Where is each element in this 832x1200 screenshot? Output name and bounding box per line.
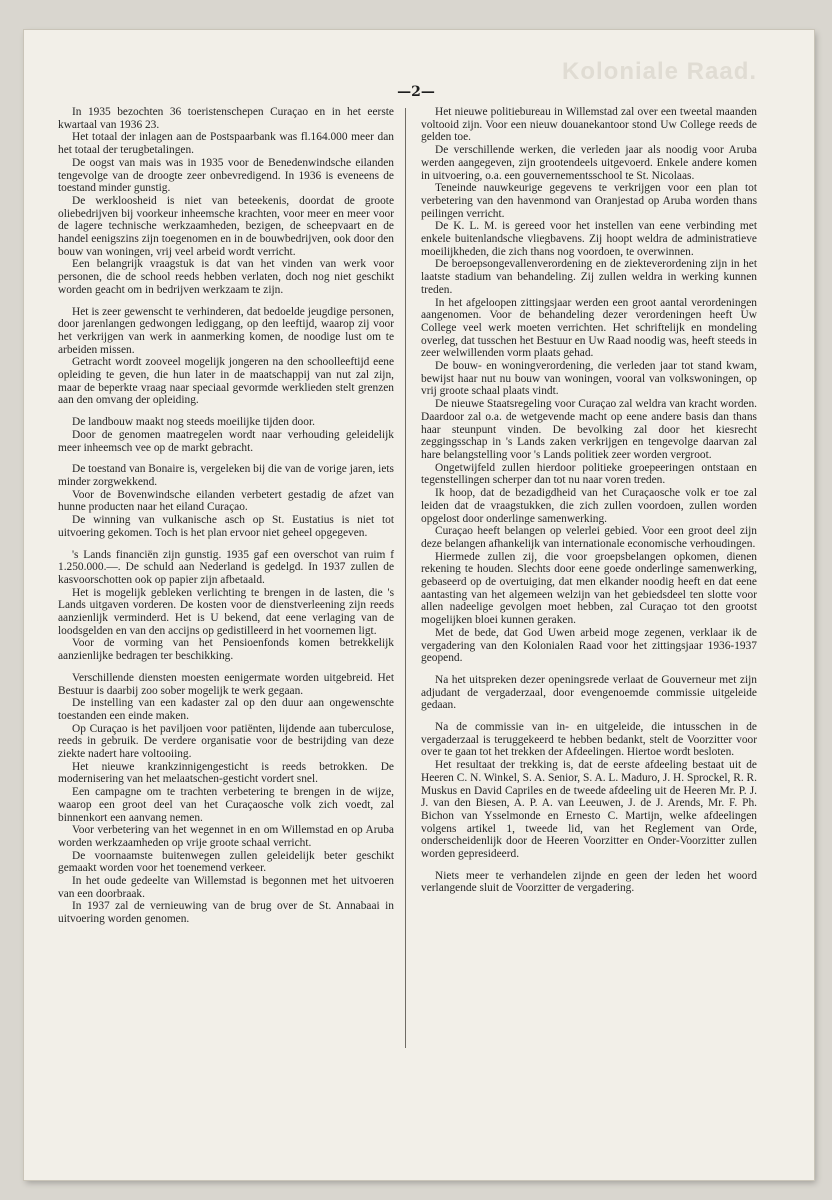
paragraph: In het afgeloopen zittingsjaar werden een groot aantal verordeningen aangenomen. Voor de behandeling dezer verordeningen heeft Uw College veel werk moeten verrichten. Het schriftelijk en mondeling overleg, dat tusschen het Bestuur en Uw Raad noodig was, heeft steeds in zeer welwillenden vorm plaats gehad. (421, 296, 757, 360)
paragraph: De beroepsongevallenverordening en de ziekteverordening zijn in het laatste stadium van behandeling. Zij zullen weldra in werking kunnen treden. (421, 258, 757, 296)
column-divider (405, 108, 406, 1048)
paragraph: Op Curaçao is het paviljoen voor patiënten, lijdende aan tuberculose, reeds in gebruik. De verdere organisatie voor de bestrijding van deze ziekte nadert hare voltooiing. (58, 722, 394, 761)
paragraph: In het oude gedeelte van Willemstad is begonnen met het uitvoeren van een doorbraak. (58, 875, 394, 900)
paragraph: Door de genomen maatregelen wordt naar verhouding geleidelijk meer inheemsch vee op de markt gebracht. (58, 428, 394, 454)
paragraph: De instelling van een kadaster zal op den duur aan ongewenschte toestanden een einde maken. (58, 697, 394, 722)
show-through-heading: Koloniale Raad. (562, 58, 758, 85)
paragraph: Het totaal der inlagen aan de Postspaarbank was fl.164.000 meer dan het totaal der terugbetalingen. (58, 131, 394, 157)
page-number: —2— (397, 84, 435, 100)
paragraph: Het is zeer gewenscht te verhinderen, dat bedoelde jeugdige personen, door jarenlangen gedwongen lediggang, op den leeftijd, waarop zij voor het verkrijgen van werk in aanmerking komen, de noodige lust om te arbeiden missen. (58, 305, 394, 356)
paragraph: Het nieuwe krankzinnigengesticht is reeds betrokken. De modernisering van het melaatschen-gesticht vordert snel. (58, 760, 394, 786)
paragraph: De werkloosheid is niet van beteekenis, doordat de groote oliebedrijven bij voorkeur inheemsche krachten, voor meer en meer voor de lagere technische werkzaamheden, bezigen, de scheepvaart en de handel eenigszins zijn toegenomen en in de bouwbedrijven, ook door den bouw van woningen, vrij veel arbeid wordt verricht. (58, 194, 394, 258)
paragraph: Het nieuwe politiebureau in Willemstad zal over een tweetal maanden voltooid zijn. Voor een nieuw douanekantoor stond Uw College reeds de gelden toe. (421, 106, 757, 144)
paragraph: Getracht wordt zooveel mogelijk jongeren na den schoolleeftijd eene opleiding te geven, die hun later in de maatschappij van nut zal zijn, maar de beperkte vraag naar speciaal gevormde werklieden stelt grenzen aan den omvang der opleiding. (58, 356, 394, 407)
paragraph: De bouw- en woningverordening, die verleden jaar tot stand kwam, bewijst haar nut nu bouw van woningen, vooral van volkswoningen, op vrij groote schaal plaats vindt. (421, 360, 757, 398)
paragraph: Voor de Bovenwindsche eilanden verbetert gestadig de afzet van hunne producten naar het eiland Curaçao. (58, 488, 394, 514)
paragraph: De voornaamste buitenwegen zullen geleidelijk beter geschikt gemaakt worden voor het toenemend verkeer. (58, 849, 394, 875)
paragraph: Een campagne om te trachten verbetering te brengen in de wijze, waarop een groot deel van het Curaçaosche volk zich voedt, zal binnenkort een aanvang nemen. (58, 786, 394, 824)
paragraph: Teneinde nauwkeurige gegevens te verkrijgen voor een plan tot verbetering van den havenmond van Oranjestad op Aruba worden thans peilingen verricht. (421, 182, 757, 220)
paragraph: In 1937 zal de vernieuwing van de brug over de St. Annabaai in uitvoering worden genomen. (58, 900, 394, 926)
paragraph: Voor verbetering van het wegennet in en om Willemstad en op Aruba worden werkzaamheden op vrije groote schaal verricht. (58, 824, 394, 849)
paragraph: De oogst van mais was in 1935 voor de Benedenwindsche eilanden tengevolge van de droogte zeer onbevredigend. In 1936 is eveneens de toestand minder gunstig. (58, 156, 394, 195)
paragraph: Ongetwijfeld zullen hierdoor politieke groepeeringen ontstaan en tegenstellingen scherper dan tot nu naar voren treden. (421, 461, 757, 487)
paragraph: Een belangrijk vraagstuk is dat van het vinden van werk voor personen, die de school reeds hebben verlaten, doch nog niet geschikt worden geacht om in bedrijven werkzaam te zijn. (58, 258, 394, 296)
paragraph: 's Lands financiën zijn gunstig. 1935 gaf een overschot van ruim f 1.250.000.—. De schuld aan Nederland is gedelgd. In 1937 zullen de kasvoorschotten ook op papier zijn afbetaald. (58, 548, 394, 586)
paragraph: Na de commissie van in- en uitgeleide, die intusschen in de vergaderzaal is teruggekeerd te hebben bedankt, stelt de Voorzitter voor over te gaan tot het trekken der Afdeelingen. Hiertoe wordt besloten. (421, 721, 757, 759)
paragraph: De verschillende werken, die verleden jaar als noodig voor Aruba werden aangegeven, zijn grootendeels uitgevoerd. Enkele andere komen in uitvoering, o.a. een gouvernementsschool te St. Nicolaas. (421, 144, 757, 182)
paragraph: Na het uitspreken dezer openingsrede verlaat de Gouverneur met zijn adjudant de vergaderzaal, door evengenoemde commissie uitgeleide gedaan. (421, 673, 757, 712)
paragraph: De landbouw maakt nog steeds moeilijke tijden door. (72, 416, 315, 429)
paragraph: Voor de vorming van het Pensioenfonds komen betrekkelijk aanzienlijke bedragen ter beschikking. (58, 637, 394, 663)
paragraph: Verschillende diensten moesten eenigermate worden uitgebreid. Het Bestuur is daarbij zoo sober mogelijk te werk gegaan. (58, 671, 394, 697)
paragraph: Hiermede zullen zij, die voor groepsbelangen opkomen, dienen rekening te houden. Slechts door eene goede onderlinge samenwerking, gebaseerd op de overtuiging, dat men elkander noodig heeft en dat eene aantasting van het algemeen welzijn van het gebiedsdeel ten slotte voor allen nadeelige gevolgen moet hebben, zal Curaçao tot den grootst mogelijken bloei kunnen geraken. (421, 550, 757, 627)
paragraph: Ik hoop, dat de bezadigdheid van het Curaçaosche volk er toe zal leiden dat de vraagstukken, die zich zullen voordoen, zullen worden opgelost door onderlinge samenwerking. (421, 487, 757, 525)
paragraph: Het is mogelijk gebleken verlichting te brengen in de lasten, die 's Lands uitgaven vorderen. De kosten voor de dienstverleening zijn reeds aanzienlijk verminderd. Het is U bekend, dat eene verlaging van de loodsgelden en van den accijns op gedistilleerd in het voornemen ligt. (58, 586, 394, 637)
paragraph: In 1935 bezochten 36 toeristenschepen Curaçao en in het eerste kwartaal van 1936 23. (58, 106, 394, 131)
paragraph: De winning van vulkanische asch op St. Eustatius is niet tot uitvoering gekomen. Toch is het plan ervoor niet geheel opgegeven. (58, 514, 394, 539)
right-column (421, 106, 757, 895)
paragraph: De nieuwe Staatsregeling voor Curaçao zal weldra van kracht worden. Daardoor zal o.a. de wetgevende macht op eene andere basis dan thans haar steunpunt vinden. De bevolking zal door het kiesrecht zeggingsschap in 's Lands zaken verkrijgen en tengevolge daarvan zal hare belangstelling voor 's Lands politiek zeer worden vergroot. (421, 398, 757, 461)
paragraph: Met de bede, dat God Uwen arbeid moge zegenen, verklaar ik de vergadering van den Kolonialen Raad voor het zittingsjaar 1936-1937 geopend. (421, 626, 757, 665)
paragraph: Niets meer te verhandelen zijnde en geen der leden het woord verlangende sluit de Voorzitter de vergadering. (421, 869, 757, 895)
left-column (58, 106, 394, 926)
paragraph: Curaçao heeft belangen op velerlei gebied. Voor een groot deel zijn deze belangen afhankelijk van internationale economische verhoudingen. (421, 525, 757, 550)
paragraph: De K. L. M. is gereed voor het instellen van eene verbinding met enkele buitenlandsche vliegbavens. Zij hoopt weldra de administratieve moeilijkheden, die zich thans nog voordoen, te overwinnen. (421, 220, 757, 258)
paragraph: De toestand van Bonaire is, vergeleken bij die van de vorige jaren, iets minder zorgwekkend. (58, 463, 394, 488)
paragraph: Het resultaat der trekking is, dat de eerste afdeeling bestaat uit de Heeren C. N. Winkel, S. A. Senior, S. A. L. Maduro, J. H. Sprockel, R. R. Muskus en David Capriles en de tweede afdeeling uit de Heeren Mr. P. J. J. van den Biesen, A. P. A. van Leeuwen, J. de J. Arends, Mr. F. Ph. Bichon van Ysselmonde en Ernesto C. Martijn, welke afdeelingen volgens artikel 1, tweede lid, van het Reglement van Orde, onderscheidenlijk door de Heeren Voorzitter en Onder-Voorzitter zullen worden gepresideerd. (421, 759, 757, 861)
